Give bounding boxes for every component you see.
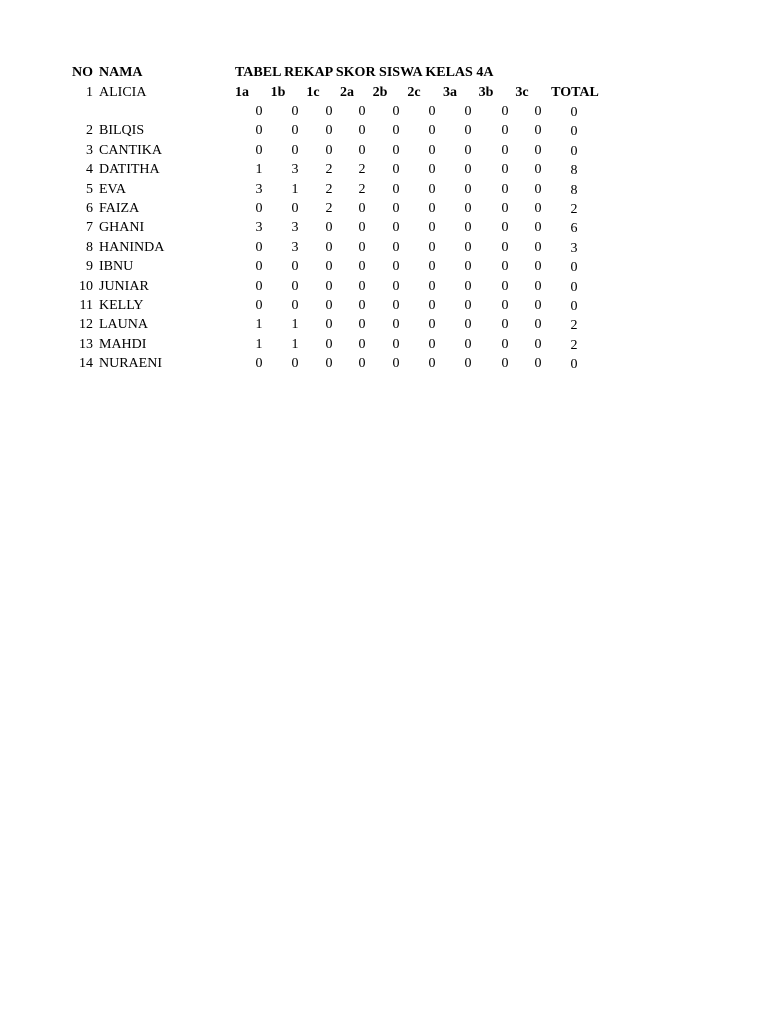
student-name: BILQIS (99, 123, 145, 139)
score-cell: 2 (325, 181, 333, 197)
score-cell: 0 (291, 356, 299, 372)
score-cell: 2 (358, 181, 366, 197)
score-cell: 0 (255, 356, 263, 372)
score-cell: 0 (392, 104, 400, 119)
table-title: TABEL REKAP SKOR SISWA KELAS 4A (235, 65, 494, 80)
column-header: 3b (478, 85, 494, 100)
score-cell: 0 (501, 181, 509, 197)
score-cell: 0 (325, 142, 333, 158)
total-cell: 3 (570, 240, 578, 256)
score-cell: 0 (464, 298, 472, 313)
score-cell: 0 (392, 162, 400, 178)
score-cell: 0 (358, 336, 366, 352)
score-cell: 0 (464, 201, 472, 216)
student-name: EVA (99, 181, 126, 197)
score-cell: 0 (428, 123, 436, 139)
total-cell: 2 (570, 318, 578, 334)
score-cell: 0 (325, 278, 333, 294)
score-cell: 0 (534, 181, 542, 197)
score-cell: 0 (464, 336, 472, 352)
column-header: TOTAL (551, 85, 599, 100)
score-cell: 0 (392, 142, 400, 158)
score-cell: 0 (291, 259, 299, 275)
score-cell: 0 (464, 317, 472, 333)
score-cell: 3 (291, 220, 299, 236)
score-cell: 0 (501, 123, 509, 139)
student-name: GHANI (99, 220, 145, 236)
score-cell: 2 (358, 162, 366, 178)
score-cell: 0 (501, 201, 509, 216)
score-cell: 0 (291, 201, 299, 216)
score-cell: 0 (501, 220, 509, 236)
score-cell: 0 (428, 181, 436, 197)
row-number: 1 (86, 85, 93, 100)
score-cell: 0 (392, 356, 400, 372)
student-name: DATITHA (99, 162, 160, 178)
score-cell: 0 (325, 123, 333, 139)
score-cell: 0 (464, 181, 472, 197)
row-number: 3 (86, 142, 93, 158)
score-cell: 0 (534, 259, 542, 275)
score-cell: 0 (501, 162, 509, 178)
score-cell: 0 (534, 162, 542, 178)
score-cell: 0 (325, 239, 333, 255)
student-name: JUNIAR (99, 278, 149, 294)
score-cell: 0 (534, 123, 542, 139)
score-cell: 1 (291, 336, 299, 352)
student-name: ALICIA (99, 85, 147, 100)
total-cell: 2 (570, 202, 578, 217)
score-cell: 0 (464, 220, 472, 236)
row-number: 12 (79, 317, 93, 333)
score-cell: 0 (501, 278, 509, 294)
score-cell: 1 (291, 317, 299, 333)
score-cell: 0 (534, 239, 542, 255)
score-cell: 0 (358, 123, 366, 139)
score-cell: 0 (358, 104, 366, 119)
student-name: MAHDI (99, 336, 147, 352)
score-cell: 0 (255, 298, 263, 313)
score-cell: 0 (464, 162, 472, 178)
score-cell: 0 (358, 201, 366, 216)
row-number: 6 (86, 201, 93, 216)
score-cell: 0 (325, 356, 333, 372)
score-cell: 0 (534, 142, 542, 158)
score-cell: 0 (358, 142, 366, 158)
score-cell: 3 (291, 239, 299, 255)
score-cell: 0 (291, 278, 299, 294)
student-name: NURAENI (99, 356, 162, 372)
score-cell: 0 (392, 278, 400, 294)
score-cell: 0 (501, 104, 509, 119)
score-cell: 0 (501, 356, 509, 372)
student-name: CANTIKA (99, 142, 162, 158)
score-cell: 0 (464, 123, 472, 139)
score-cell: 0 (428, 336, 436, 352)
row-number: 2 (86, 123, 93, 139)
student-name: LAUNA (99, 317, 148, 333)
row-number: 8 (86, 239, 93, 255)
score-cell: 0 (392, 123, 400, 139)
score-cell: 0 (358, 239, 366, 255)
score-cell: 0 (255, 201, 263, 216)
score-cell: 0 (325, 220, 333, 236)
total-cell: 0 (570, 357, 578, 373)
column-header: 1b (270, 85, 286, 100)
score-cell: 0 (534, 220, 542, 236)
score-cell: 0 (255, 104, 263, 119)
score-cell: 3 (255, 220, 263, 236)
total-cell: 0 (570, 260, 578, 276)
score-cell: 0 (325, 298, 333, 313)
row-number: 11 (79, 298, 93, 313)
score-cell: 0 (358, 220, 366, 236)
score-cell: 0 (255, 239, 263, 255)
score-cell: 0 (358, 298, 366, 313)
total-cell: 8 (570, 182, 578, 198)
score-cell: 0 (291, 123, 299, 139)
score-cell: 0 (291, 104, 299, 119)
column-header: 2c (407, 85, 421, 100)
total-cell: 0 (570, 299, 578, 314)
score-cell: 0 (358, 317, 366, 333)
score-cell: 2 (325, 162, 333, 178)
row-number: 14 (79, 356, 93, 372)
score-cell: 0 (428, 104, 436, 119)
total-cell: 0 (570, 124, 578, 140)
score-cell: 0 (501, 298, 509, 313)
column-header: 1c (306, 85, 320, 100)
score-cell: 0 (501, 142, 509, 158)
total-cell: 6 (570, 221, 578, 237)
row-number: 13 (79, 336, 93, 352)
row-number: 5 (86, 181, 93, 197)
score-cell: 0 (255, 278, 263, 294)
score-cell: 0 (428, 201, 436, 216)
student-name: HANINDA (99, 239, 165, 255)
score-cell: 0 (534, 201, 542, 216)
column-header: 3a (443, 85, 457, 100)
row-number: 10 (79, 278, 93, 294)
student-name: KELLY (99, 298, 144, 313)
student-name: FAIZA (99, 201, 140, 216)
score-cell: 0 (358, 356, 366, 372)
score-cell: 0 (534, 317, 542, 333)
score-cell: 0 (534, 104, 542, 119)
score-cell: 0 (534, 356, 542, 372)
row-number: 7 (86, 220, 93, 236)
total-cell: 0 (570, 105, 578, 120)
score-cell: 0 (428, 239, 436, 255)
score-cell: 0 (501, 239, 509, 255)
score-cell: 0 (534, 298, 542, 313)
name-header: NAMA (99, 65, 143, 80)
score-cell: 0 (392, 317, 400, 333)
score-cell: 0 (501, 336, 509, 352)
score-cell: 0 (325, 104, 333, 119)
score-cell: 0 (392, 201, 400, 216)
score-cell: 0 (428, 220, 436, 236)
score-cell: 1 (255, 162, 263, 178)
score-cell: 0 (428, 298, 436, 313)
total-cell: 8 (570, 163, 578, 179)
score-cell: 0 (255, 142, 263, 158)
score-cell: 0 (464, 259, 472, 275)
score-cell: 0 (464, 142, 472, 158)
score-cell: 0 (392, 239, 400, 255)
total-cell: 2 (570, 337, 578, 353)
score-cell: 0 (392, 220, 400, 236)
score-cell: 0 (464, 356, 472, 372)
score-cell: 0 (428, 142, 436, 158)
total-cell: 0 (570, 279, 578, 295)
row-number: 4 (86, 162, 93, 178)
row-number: 9 (86, 259, 93, 275)
no-header: NO (72, 65, 93, 80)
score-cell: 0 (255, 259, 263, 275)
column-header: 1a (235, 85, 249, 100)
score-cell: 0 (392, 181, 400, 197)
score-cell: 1 (255, 317, 263, 333)
score-cell: 3 (291, 162, 299, 178)
score-cell: 0 (358, 259, 366, 275)
score-cell: 0 (428, 162, 436, 178)
score-cell: 0 (358, 278, 366, 294)
score-cell: 0 (501, 259, 509, 275)
score-cell: 0 (325, 259, 333, 275)
score-cell: 0 (428, 259, 436, 275)
score-cell: 0 (428, 356, 436, 372)
total-cell: 0 (570, 143, 578, 159)
student-name: IBNU (99, 259, 134, 275)
score-cell: 0 (392, 336, 400, 352)
score-cell: 0 (464, 239, 472, 255)
score-cell: 0 (464, 278, 472, 294)
score-cell: 0 (464, 104, 472, 119)
score-cell: 0 (291, 298, 299, 313)
score-cell: 0 (428, 317, 436, 333)
score-cell: 1 (291, 181, 299, 197)
column-header: 2b (372, 85, 388, 100)
column-header: 3c (515, 85, 529, 100)
score-cell: 0 (325, 317, 333, 333)
score-cell: 0 (534, 278, 542, 294)
score-cell: 0 (291, 142, 299, 158)
score-cell: 0 (392, 259, 400, 275)
score-cell: 0 (392, 298, 400, 313)
score-cell: 0 (428, 278, 436, 294)
score-cell: 0 (255, 123, 263, 139)
score-cell: 1 (255, 336, 263, 352)
score-cell: 0 (534, 336, 542, 352)
score-cell: 3 (255, 181, 263, 197)
score-cell: 0 (325, 336, 333, 352)
column-header: 2a (340, 85, 354, 100)
score-cell: 0 (501, 317, 509, 333)
score-cell: 2 (325, 201, 333, 216)
